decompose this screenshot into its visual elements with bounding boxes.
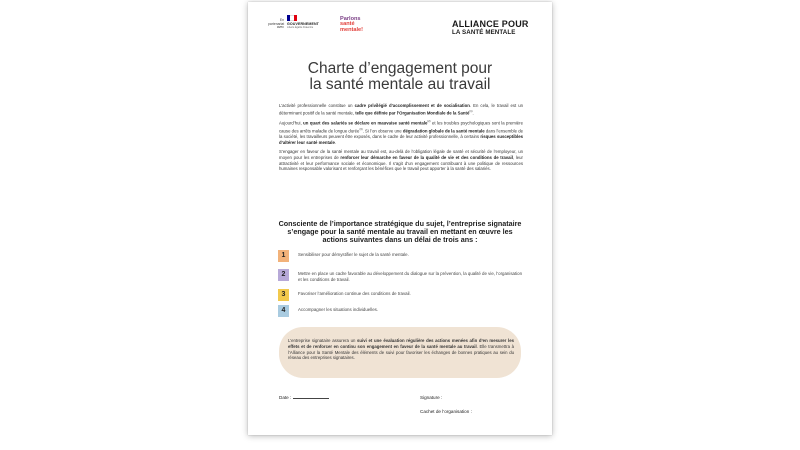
partner-text: En partenariat avec <box>268 18 285 30</box>
psm-line-3: mentale! <box>340 26 364 33</box>
charter-document <box>248 2 552 435</box>
document-header <box>248 2 552 50</box>
government-name: GOUVERNEMENT <box>287 22 319 26</box>
commitment-number-badge: 4 <box>278 305 289 317</box>
commitment-number-badge: 3 <box>278 289 289 301</box>
title-line-1: Charte d’engagement pour <box>307 60 493 77</box>
callout-text: L’entreprise signataire assurera un suivi et une évaluation régulière des actions menées afin d’en mesurer les effets et de renforcer en continu son engagement en faveur de la santé mentale au travail. Elle transmettra à l’Alliance pour la Santé Mentale des éléments de suivi pour favoriser les échanges de bonnes pratiques au sein du réseau des entreprises signataires. <box>288 338 514 361</box>
introduction-text <box>279 103 523 175</box>
alliance-sante-mentale-logo <box>452 20 538 36</box>
date-label: Date : <box>279 395 292 400</box>
commitment-text: Mettre en place un cadre favorable au développement du dialogue sur la prévention, la qualité de vie, l’organisation et les conditions de travail. <box>298 271 523 282</box>
intro-paragraph-3: S’engager en faveur de la santé mentale au travail est, au-delà de l’obligation légale de santé et sécurité de l’employeur, un moyen pour les entreprises de renforcer leur démarche en faveur de la qualité de vie et des conditions de travail, leur attractivité et leur performance sociale et économique. Il s’agit d’un engagement contribuant à une politique de ressources humaines responsable valorisant et renforçant les bénéfices que le travail peut apporter à la santé des salariés. <box>279 148 523 172</box>
commitment-number-badge: 1 <box>278 250 289 262</box>
title-line-2: la santé mentale au travail <box>309 76 491 93</box>
commitment-item-3 <box>278 289 528 301</box>
psm-line-1: Parlons <box>340 16 361 22</box>
french-flag-icon <box>287 15 297 21</box>
commitment-statement: Consciente de l’importance stratégique du sujet, l’entreprise signataire s’engage pour la santé mentale au travail en mettant en œuvre les actions suivantes dans un délai de trois ans : <box>278 219 522 244</box>
government-motto: Liberté Égalité Fraternité <box>287 26 314 29</box>
intro-paragraph-2: Aujourd’hui, un quart des salariés se déclare en mauvaise santé mentale$^{(2)}$ et les troubles psychologiques sont la première cause des arrêts maladie de longue durée$^{(3)}$. Si l’on observe une dégradation globale de la santé mentale dans l’ensemble de la société, les travailleurs peuvent être exposés, dans le cadre de leur activité professionnelle, à certains risques susceptibles d’altérer leur santé mentale. <box>279 120 524 145</box>
government-logo <box>287 15 327 30</box>
commitment-item-2 <box>278 269 528 281</box>
commitment-text: Sensibiliser pour démystifier le sujet de la santé mentale. <box>298 252 409 257</box>
commitment-text: Accompagner les situations individuelles. <box>298 307 379 312</box>
psm-line-2: santé <box>340 21 355 28</box>
commitment-number-badge: 2 <box>278 269 289 281</box>
date-field[interactable] <box>279 395 329 400</box>
document-title <box>248 61 552 93</box>
intro-paragraph-1: L’activité professionnelle constitue un cadre privilégié d’accomplissement et de socialisation. En cela, le travail est un déterminant positif de la santé mentale, telle que définie par l’Organisation Mondiale de la Santé$^{(1)}$. <box>279 103 524 116</box>
signature-field[interactable]: Signature : <box>420 395 443 400</box>
commitment-item-4 <box>278 305 528 317</box>
commitment-item-1 <box>278 250 528 262</box>
parlons-sante-mentale-logo <box>340 17 363 33</box>
alliance-logo-line-2: LA SANTÉ MENTALE <box>452 29 516 36</box>
follow-up-callout <box>279 327 521 378</box>
date-blank-line[interactable] <box>293 395 329 399</box>
stamp-field[interactable]: Cachet de l’organisation : <box>420 409 472 414</box>
alliance-logo-line-1: ALLIANCE POUR <box>452 19 529 29</box>
commitment-text: Favoriser l’amélioration continue des conditions de travail. <box>298 291 411 296</box>
